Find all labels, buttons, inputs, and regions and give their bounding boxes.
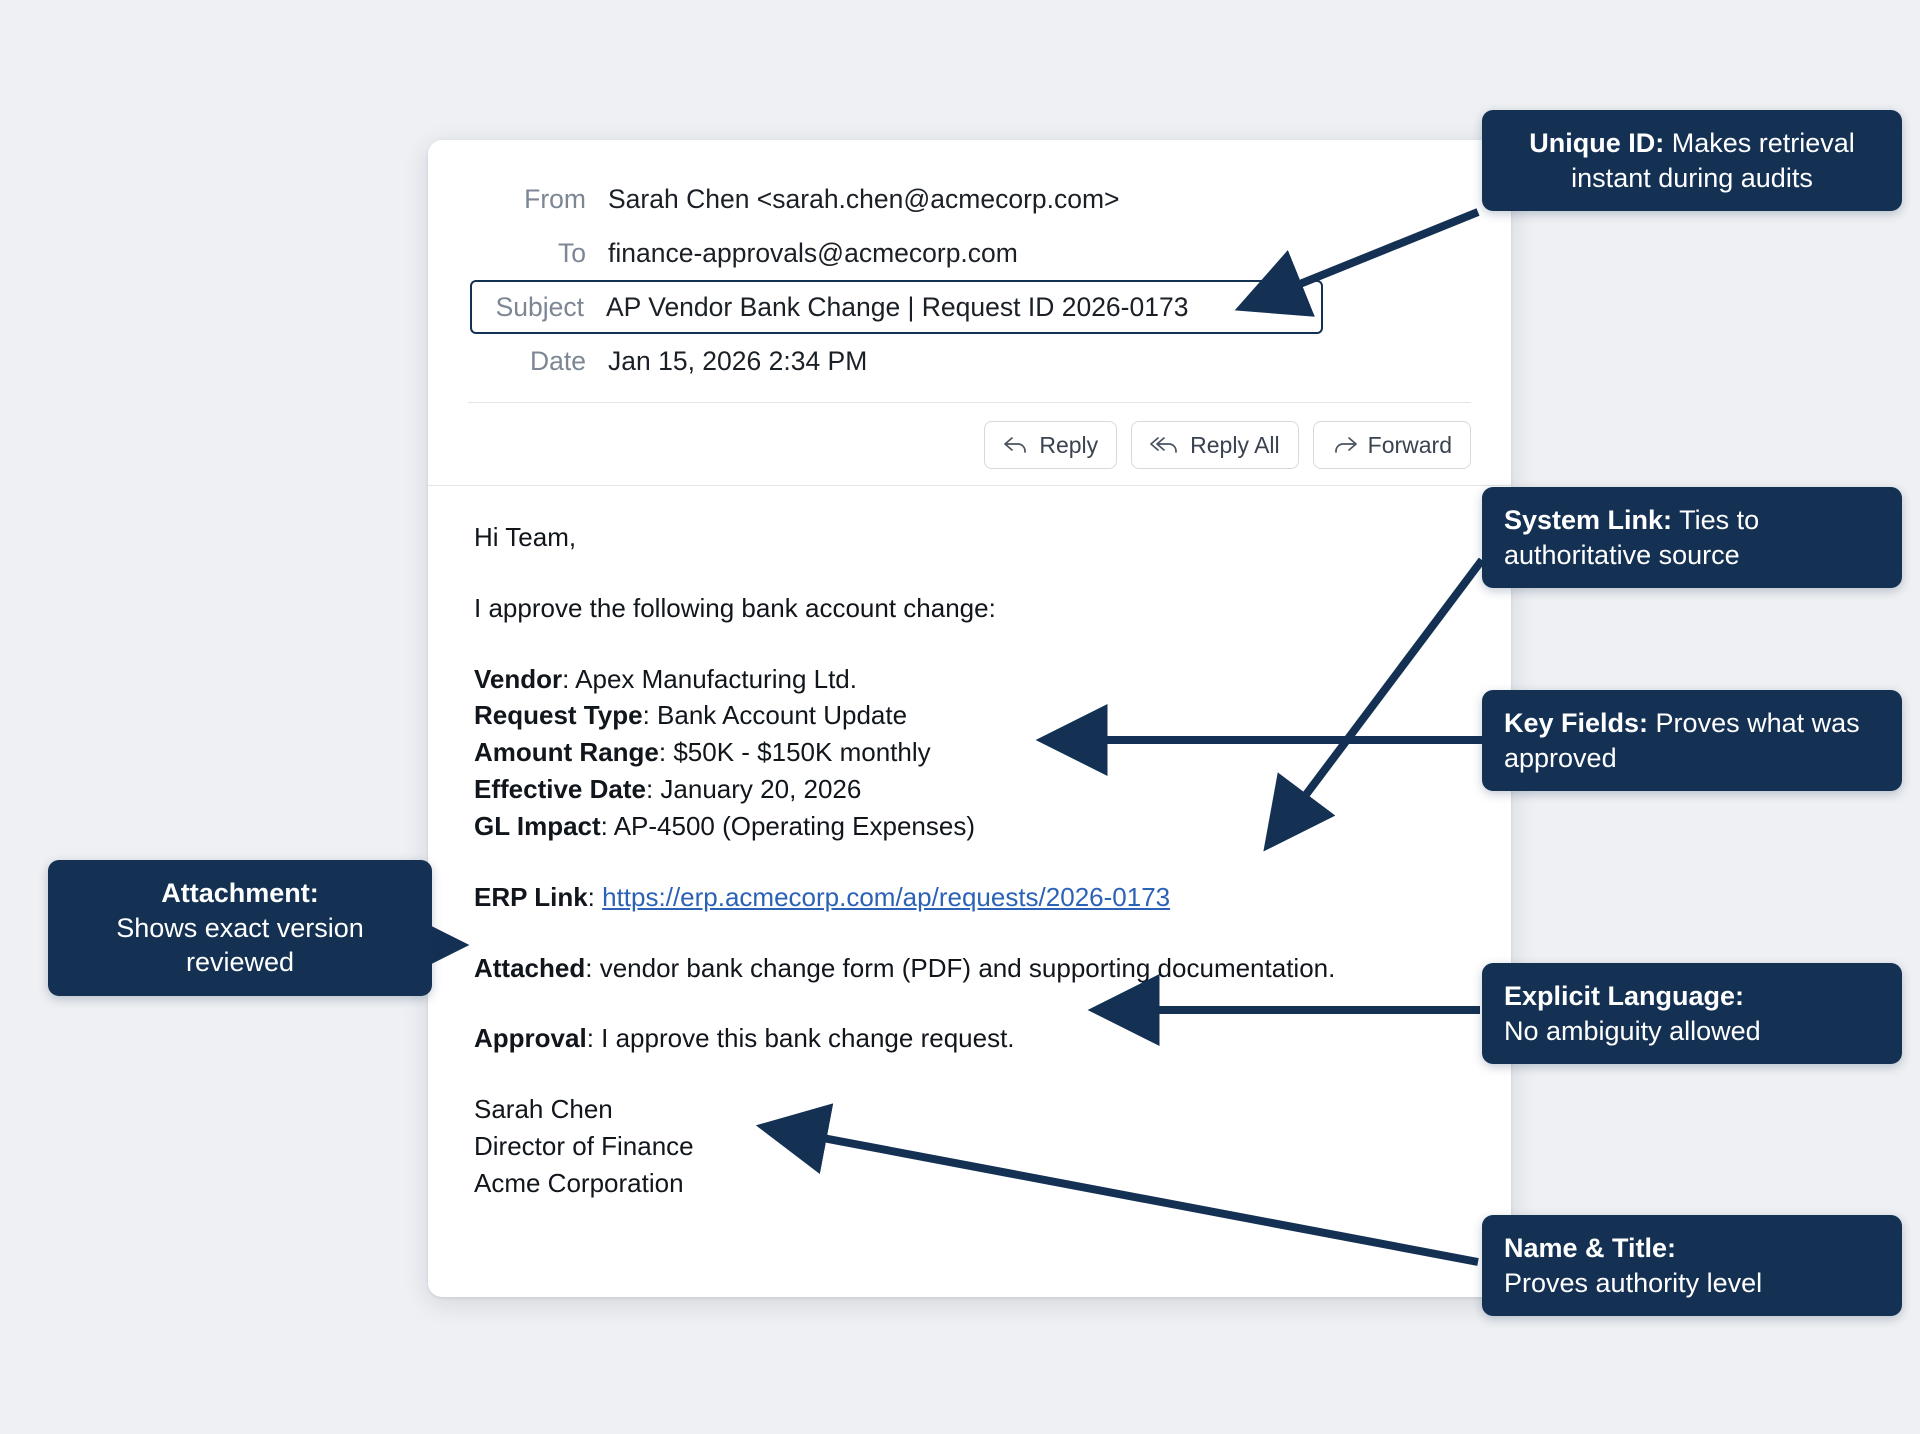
- body-intro: I approve the following bank account change:: [474, 592, 996, 623]
- callout-name-title-title: Name & Title:: [1504, 1233, 1677, 1263]
- reply-icon: [1003, 436, 1029, 454]
- erp-link-url[interactable]: https://erp.acmecorp.com/ap/requests/2026-0173: [602, 881, 1171, 912]
- callout-system-link-text: Ties to authoritative source: [1504, 505, 1760, 570]
- to-value: finance-approvals@acmecorp.com: [608, 237, 1018, 268]
- field-effective-date-value: January 20, 2026: [660, 774, 862, 805]
- field-vendor-value: Apex Manufacturing Ltd.: [575, 663, 857, 694]
- date-value: Jan 15, 2026 2:34 PM: [608, 345, 868, 376]
- signature-block: [474, 1092, 1471, 1200]
- email-card: [428, 140, 1511, 1297]
- from-value: Sarah Chen <sarah.chen@acmecorp.com>: [608, 183, 1120, 214]
- to-label: To: [558, 237, 586, 268]
- signature-name: Sarah Chen: [474, 1094, 613, 1125]
- field-effective-date-label: Effective Date: [474, 774, 646, 805]
- header-row-to: [468, 226, 1471, 280]
- callout-attachment-text: Shows exact version reviewed: [116, 912, 364, 978]
- field-amount-range-value: $50K - $150K monthly: [673, 737, 931, 768]
- field-gl-impact-value: AP-4500 (Operating Expenses): [613, 810, 975, 841]
- approval-value: I approve this bank change request.: [601, 1023, 1015, 1054]
- callout-unique-id-text: Makes retrieval instant during audits: [1571, 128, 1855, 193]
- subject-label: Subject: [495, 291, 584, 322]
- signature-company: Acme Corporation: [474, 1167, 684, 1198]
- from-label: From: [524, 183, 586, 214]
- field-vendor-label: Vendor: [474, 663, 563, 694]
- reply-label: Reply: [1039, 431, 1099, 458]
- field-request-type-value: Bank Account Update: [657, 700, 908, 731]
- field-gl-impact-label: GL Impact: [474, 810, 601, 841]
- field-effective-date: Effective Date: January 20, 2026: [474, 774, 862, 805]
- reply-all-label: Reply All: [1190, 431, 1280, 458]
- field-amount-range-label: Amount Range: [474, 737, 659, 768]
- field-gl-impact: GL Impact: AP-4500 (Operating Expenses): [474, 810, 975, 841]
- date-label: Date: [530, 345, 586, 376]
- erp-link-line: ERP Link: https://erp.acmecorp.com/ap/requests/2026-0173: [474, 881, 1171, 912]
- callout-key-fields: [1482, 690, 1902, 791]
- callout-name-title: [1482, 1215, 1902, 1316]
- attached-label: Attached: [474, 952, 586, 983]
- field-request-type: Request Type: Bank Account Update: [474, 700, 908, 731]
- callout-explicit-language: [1482, 963, 1902, 1064]
- key-fields-block: [474, 662, 1471, 844]
- field-vendor: Vendor: Apex Manufacturing Ltd.: [474, 663, 857, 694]
- body-greeting: Hi Team,: [474, 522, 577, 552]
- callout-unique-id-title: Unique ID:: [1529, 128, 1665, 158]
- header-row-subject: [470, 280, 1323, 334]
- reply-all-icon: [1150, 436, 1180, 454]
- callout-explicit-language-text: No ambiguity allowed: [1504, 1015, 1761, 1046]
- erp-link-label: ERP Link: [474, 881, 588, 912]
- callout-attachment: [48, 860, 432, 996]
- reply-all-button[interactable]: [1131, 421, 1298, 469]
- header-row-date: [468, 334, 1471, 388]
- attached-line: Attached: vendor bank change form (PDF) and supporting documentation.: [474, 952, 1336, 983]
- attached-value: vendor bank change form (PDF) and supporting documentation.: [599, 952, 1336, 983]
- email-headers: [428, 140, 1511, 403]
- callout-system-link-title: System Link:: [1504, 505, 1673, 535]
- callout-key-fields-title: Key Fields:: [1504, 708, 1649, 738]
- callout-name-title-text: Proves authority level: [1504, 1267, 1763, 1298]
- email-action-bar: [428, 403, 1511, 485]
- reply-button[interactable]: [984, 421, 1117, 469]
- signature-title: Director of Finance: [474, 1131, 694, 1162]
- forward-button[interactable]: [1313, 421, 1471, 469]
- email-body: [428, 486, 1511, 1201]
- field-amount-range: Amount Range: $50K - $150K monthly: [474, 737, 931, 768]
- callout-explicit-language-title: Explicit Language:: [1504, 981, 1745, 1011]
- callout-key-fields-text: Proves what was approved: [1504, 708, 1860, 773]
- forward-icon: [1332, 436, 1358, 454]
- approval-line: Approval: I approve this bank change request.: [474, 1023, 1015, 1054]
- callout-unique-id: [1482, 110, 1902, 211]
- callout-system-link: [1482, 487, 1902, 588]
- forward-label: Forward: [1367, 431, 1452, 458]
- field-request-type-label: Request Type: [474, 700, 643, 731]
- callout-attachment-title: Attachment:: [161, 878, 319, 908]
- subject-value: AP Vendor Bank Change | Request ID 2026-0173: [606, 291, 1189, 322]
- approval-label: Approval: [474, 1023, 587, 1054]
- header-row-from: [468, 172, 1471, 226]
